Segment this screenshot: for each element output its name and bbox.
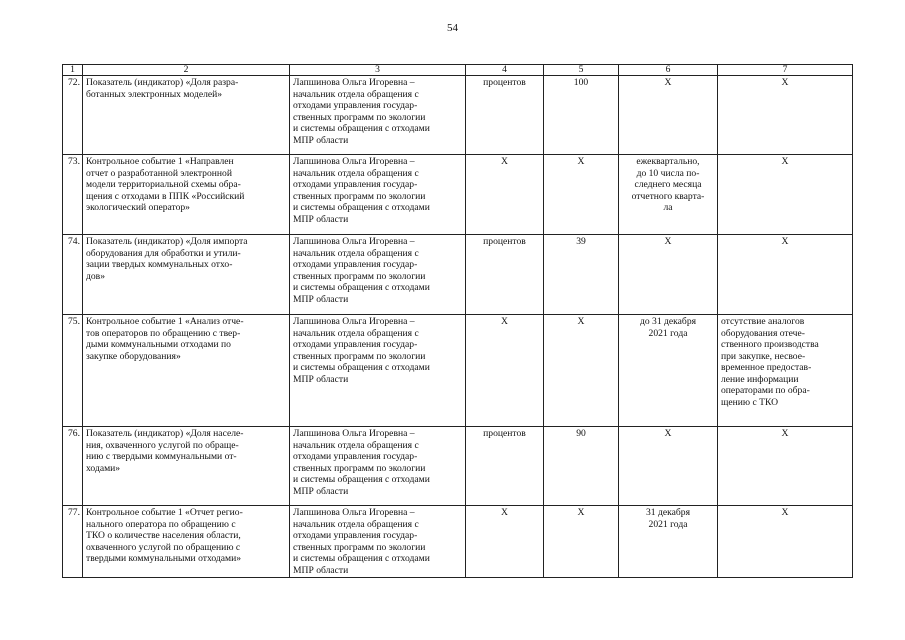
table-row <box>63 427 853 506</box>
target-value: 39 <box>544 235 619 315</box>
row-number: 76. <box>63 427 83 506</box>
page-number: 54 <box>447 22 458 34</box>
note: Х <box>718 235 853 315</box>
table-row <box>63 506 853 578</box>
row-number: 72. <box>63 76 83 155</box>
target-value: 100 <box>544 76 619 155</box>
column-header: 6 <box>619 65 718 76</box>
column-header: 2 <box>83 65 290 76</box>
responsible-person: Лапшинова Ольга Игоревна – начальник отдела обращения с отходами управления государ- ственных программ по экологии и системы обращения с отходами МПР области <box>290 235 466 315</box>
unit-of-measure: Х <box>466 315 544 427</box>
column-header: 4 <box>466 65 544 76</box>
table-row <box>63 315 853 427</box>
responsible-person: Лапшинова Ольга Игоревна – начальник отдела обращения с отходами управления государ- ственных программ по экологии и системы обращения с отходами МПР области <box>290 506 466 578</box>
column-header: 1 <box>63 65 83 76</box>
target-value: Х <box>544 506 619 578</box>
responsible-person: Лапшинова Ольга Игоревна – начальник отдела обращения с отходами управления государ- ственных программ по экологии и системы обращения с отходами МПР области <box>290 76 466 155</box>
unit-of-measure: процентов <box>466 76 544 155</box>
note: Х <box>718 427 853 506</box>
unit-of-measure: Х <box>466 506 544 578</box>
note: отсутствие аналогов оборудования отече- ственного производства при закупке, несвое- временное предостав- ление информации операторами по обра- щению с ТКО <box>718 315 853 427</box>
unit-of-measure: процентов <box>466 235 544 315</box>
column-header: 5 <box>544 65 619 76</box>
unit-of-measure: процентов <box>466 427 544 506</box>
target-value: 90 <box>544 427 619 506</box>
note: Х <box>718 506 853 578</box>
table-row <box>63 235 853 315</box>
indicator-name: Показатель (индикатор) «Доля импорта оборудования для обработки и утили- зации твердых коммунальных отхо- дов» <box>83 235 290 315</box>
row-number: 73. <box>63 155 83 235</box>
responsible-person: Лапшинова Ольга Игоревна – начальник отдела обращения с отходами управления государ- ственных программ по экологии и системы обращения с отходами МПР области <box>290 155 466 235</box>
table-row <box>63 76 853 155</box>
indicator-name: Показатель (индикатор) «Доля населе- ния, охваченного услугой по обраще- нию с твердыми коммунальными от- ходами» <box>83 427 290 506</box>
indicator-name: Показатель (индикатор) «Доля разра- ботанных электронных моделей» <box>83 76 290 155</box>
row-number: 75. <box>63 315 83 427</box>
note: Х <box>718 76 853 155</box>
note: Х <box>718 155 853 235</box>
responsible-person: Лапшинова Ольга Игоревна – начальник отдела обращения с отходами управления государ- ственных программ по экологии и системы обращения с отходами МПР области <box>290 315 466 427</box>
plan-table <box>62 64 853 578</box>
unit-of-measure: Х <box>466 155 544 235</box>
deadline: Х <box>619 235 718 315</box>
target-value: Х <box>544 315 619 427</box>
column-header: 7 <box>718 65 853 76</box>
deadline: до 31 декабря 2021 года <box>619 315 718 427</box>
deadline: ежеквартально, до 10 числа по- следнего месяца отчетного кварта- ла <box>619 155 718 235</box>
row-number: 77. <box>63 506 83 578</box>
header-row <box>63 65 853 76</box>
table-row <box>63 155 853 235</box>
indicator-name: Контрольное событие 1 «Отчет регио- нального оператора по обращению с ТКО о количестве населения области, охваченного услугой по обращению с твердыми коммунальными отходами» <box>83 506 290 578</box>
target-value: Х <box>544 155 619 235</box>
row-number: 74. <box>63 235 83 315</box>
indicator-name: Контрольное событие 1 «Направлен отчет о разработанной электронной модели территориальной схемы обра- щения с отходами в ППК «Российский экологический оператор» <box>83 155 290 235</box>
deadline: Х <box>619 76 718 155</box>
column-header: 3 <box>290 65 466 76</box>
indicator-name: Контрольное событие 1 «Анализ отче- тов операторов по обращению с твер- дыми коммунальными отходами по закупке оборудования» <box>83 315 290 427</box>
deadline: Х <box>619 427 718 506</box>
deadline: 31 декабря 2021 года <box>619 506 718 578</box>
responsible-person: Лапшинова Ольга Игоревна – начальник отдела обращения с отходами управления государ- ственных программ по экологии и системы обращения с отходами МПР области <box>290 427 466 506</box>
